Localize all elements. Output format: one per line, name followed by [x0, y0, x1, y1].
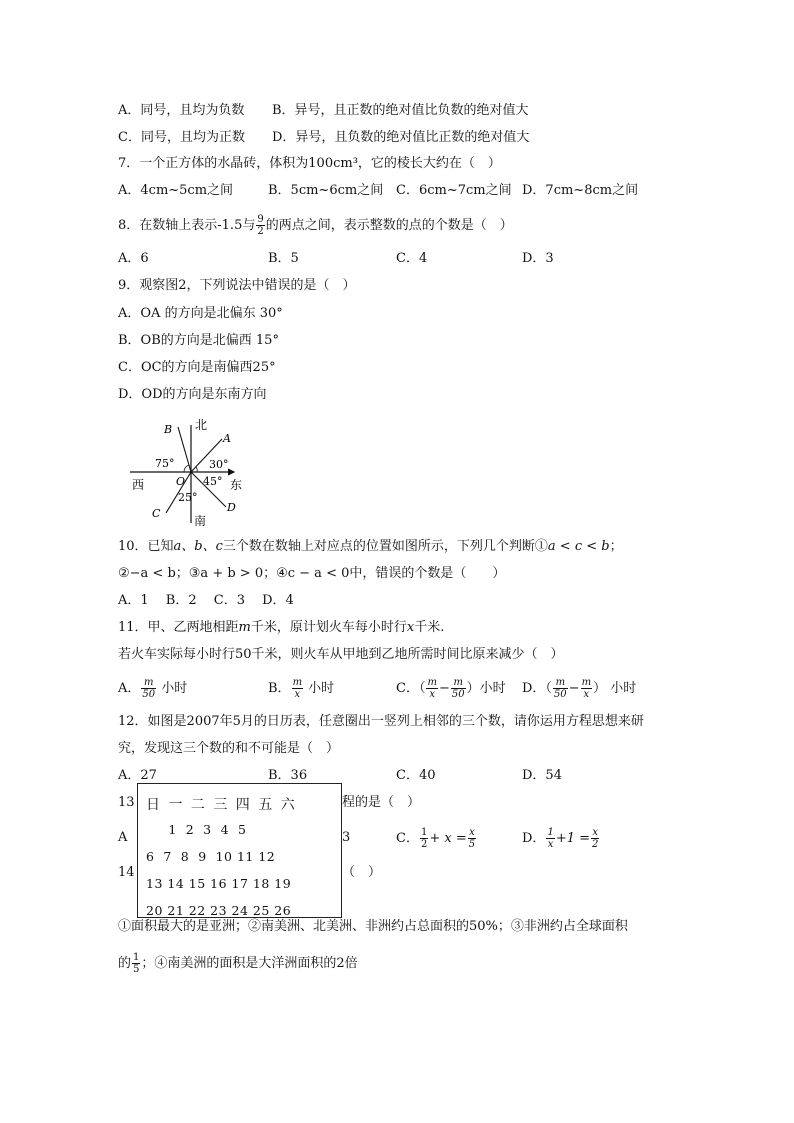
q10-line1-start: 10．已知 [118, 539, 174, 554]
angle-25: 25° [178, 491, 198, 504]
q13-c-label: C． [396, 831, 419, 846]
q8-fraction-den: 2 [257, 226, 264, 237]
q11-a-fraction [141, 677, 156, 700]
q11-d-den2: x [583, 689, 590, 700]
q9-stem: 9．观察图2，下列说法中错误的是（ ） [118, 278, 356, 293]
calendar-header: 日 一 二 三 四 五 六 [146, 797, 297, 813]
q12-option-d: D．54 [522, 768, 562, 783]
label-d: D [227, 501, 236, 514]
direction-diagram [126, 415, 256, 527]
label-b: B [164, 423, 173, 436]
q8-option-b: B．5 [268, 251, 299, 266]
q11-c-den2: 50 [451, 689, 465, 700]
q13-option-d [522, 827, 600, 850]
q8-option-a: A．6 [118, 251, 149, 266]
q13-option-c [396, 827, 477, 850]
q13-option-a-label: A [118, 830, 128, 845]
q11-c-num1: m [427, 677, 437, 688]
q13-c-fraction2 [468, 827, 476, 850]
q11-m: m [238, 620, 251, 635]
q14-fraction-num: 1 [133, 952, 140, 963]
q13-c-num2: x [469, 827, 475, 838]
q11-a-unit: 小时 [157, 681, 188, 696]
q11-b-label: B． [268, 681, 291, 696]
q11-b-den: x [294, 689, 301, 700]
q7-option-d: D．7cm~8cm之间 [522, 183, 639, 198]
q13-option-b-tail: 3 [342, 830, 351, 845]
q11-d-num2: m [581, 677, 592, 688]
q11-line1-middle: 千米，原计划火车每小时行 [250, 620, 407, 635]
label-east: 东 [230, 478, 243, 492]
q11-line1 [118, 619, 444, 637]
q14-fraction [132, 952, 140, 975]
label-a: A [223, 432, 231, 445]
angle-45: 45° [203, 475, 223, 488]
calendar-row: 1 2 3 4 5 [146, 822, 247, 837]
label-south: 南 [194, 514, 207, 527]
q6-option-c: C．同号，且均为正数 [118, 130, 245, 145]
q12-option-c: C．40 [396, 768, 436, 783]
q13-d-den2: 2 [592, 839, 599, 850]
q11-option-a [118, 677, 187, 700]
q13-c-middle: + x = [429, 831, 467, 846]
q11-b-unit: 小时 [304, 681, 335, 696]
q6-option-a: A．同号，且均为负数 [118, 103, 245, 118]
q8-fraction-num: 9 [257, 214, 264, 225]
q8-option-c: C．4 [396, 251, 428, 266]
q11-d-fraction2 [581, 677, 592, 700]
q13-d-label: D． [522, 831, 546, 846]
q11-c-num2: m [451, 677, 466, 689]
q11-c-den1: x [429, 689, 436, 700]
q11-d-unit: ） 小时 [593, 681, 637, 696]
q8-stem [118, 214, 513, 237]
q14-number: 14 [118, 865, 135, 880]
q10-line2: ②−a < b；③a + b > 0；④c − a < 0中，错误的个数是（ ） [118, 566, 506, 581]
q13-c-den2: 5 [468, 839, 476, 850]
q8-fraction [256, 214, 264, 237]
q14-line2 [118, 952, 358, 975]
q13-d-fraction2 [591, 827, 599, 850]
q13-c-num1: 1 [420, 827, 428, 838]
q10-line1 [118, 538, 623, 556]
label-o: O [176, 475, 186, 488]
q11-line2: 若火车实际每小时行50千米，则火车从甲地到乙地所需时间比原来减少（ ） [118, 647, 564, 662]
q11-a-num: m [141, 677, 156, 689]
q11-option-c [396, 677, 506, 700]
q12-option-b: B．36 [268, 768, 308, 783]
q10-line1-middle: 三个数在数轴上对应点的位置如图所示，下列几个判断① [222, 539, 548, 554]
q8-stem-end: 的两点之间，表示整数的点的个数是（ ） [265, 218, 513, 233]
q9-option-b: B．OB的方向是北偏西 15° [118, 333, 279, 348]
calendar-row: 13 14 15 16 17 18 19 [146, 876, 292, 891]
q11-c-minus: − [438, 681, 450, 696]
q6-option-d: D．异号，且负数的绝对值比正数的绝对值大 [272, 130, 530, 145]
q13-c-fraction1 [420, 827, 428, 850]
q11-line1-end: 千米. [414, 620, 445, 635]
q9-option-d: D．OD的方向是东南方向 [118, 387, 267, 402]
q11-option-b [268, 677, 334, 700]
q11-b-fraction [292, 677, 303, 700]
q11-x: x [406, 620, 415, 635]
q13-d-middle: +1 = [555, 831, 591, 846]
label-c: C [152, 507, 161, 520]
angle-75: 75° [155, 457, 175, 470]
q11-d-num1: m [553, 677, 568, 689]
q6-option-b: B．异号，且正数的绝对值比负数的绝对值大 [272, 103, 529, 118]
q10-judge1: a < c < b [547, 539, 610, 554]
label-west: 西 [132, 478, 145, 492]
angle-30: 30° [209, 458, 229, 471]
q9-option-a: A．OA 的方向是北偏东 30° [118, 306, 283, 321]
q11-d-den1: 50 [553, 689, 567, 700]
q8-stem-start: 8．在数轴上表示-1.5与 [118, 218, 256, 233]
q13-d-num1: 1 [547, 827, 554, 838]
q11-b-num: m [292, 677, 303, 688]
q14-line1: ①面积最大的是亚洲；②南美洲、北美洲、非洲约占总面积的50%；③非洲约占全球面积 [118, 919, 628, 934]
q13-d-fraction1 [546, 827, 554, 850]
calendar-row: 20 21 22 23 24 25 26 [146, 903, 292, 918]
q11-c-fraction1 [426, 677, 437, 700]
q14-line2-start: 的 [118, 956, 132, 971]
q10-options: A．1 B．2 C．3 D．4 [118, 593, 294, 608]
q13-number: 13 [118, 795, 135, 810]
q11-option-d [522, 677, 636, 700]
q11-c-unit: ）小时 [466, 681, 506, 696]
calendar-row: 6 7 8 9 10 11 12 [146, 849, 276, 864]
q11-d-label: D．（ [522, 681, 552, 696]
q13-c-den1: 2 [420, 839, 428, 850]
q8-option-d: D．3 [522, 251, 554, 266]
q7-stem: 7．一个正方体的水晶砖，体积为100cm³，它的棱长大约在（ ） [118, 156, 501, 171]
q14-stem-tail: （ ） [342, 865, 382, 880]
q14-fraction-den: 5 [133, 964, 140, 975]
label-north: 北 [195, 418, 208, 432]
calendar-table [137, 783, 342, 918]
q9-option-c: C．OC的方向是南偏西25° [118, 360, 276, 375]
q10-line1-end: ； [609, 539, 623, 554]
q7-option-b: B．5cm~6cm之间 [268, 183, 384, 198]
q11-a-label: A． [118, 681, 141, 696]
q10-vars: a、b、c [173, 539, 223, 554]
q13-d-den1: x [547, 839, 554, 850]
q12-option-a: A．27 [118, 768, 157, 783]
q11-a-den: 50 [142, 689, 156, 700]
q14-line2-end: ；④南美洲的面积是大洋洲面积的2倍 [141, 956, 358, 971]
q11-d-minus: − [568, 681, 580, 696]
q13-stem-tail: 程的是（ ） [342, 795, 421, 810]
q11-c-label: C．（ [396, 681, 426, 696]
q12-line1: 12．如图是2007年5月的日历表，任意圈出一竖列上相邻的三个数，请你运用方程思想来研 [118, 714, 644, 729]
q7-option-a: A．4cm~5cm之间 [118, 183, 234, 198]
q12-line2: 究，发现这三个数的和不可能是（ ） [118, 741, 340, 756]
q13-d-num2: x [592, 827, 599, 838]
q7-option-c: C．6cm~7cm之间 [396, 183, 512, 198]
q11-line1-start: 11．甲、乙两地相距 [118, 620, 239, 635]
q11-d-fraction1 [553, 677, 568, 700]
q11-c-fraction2 [451, 677, 466, 700]
